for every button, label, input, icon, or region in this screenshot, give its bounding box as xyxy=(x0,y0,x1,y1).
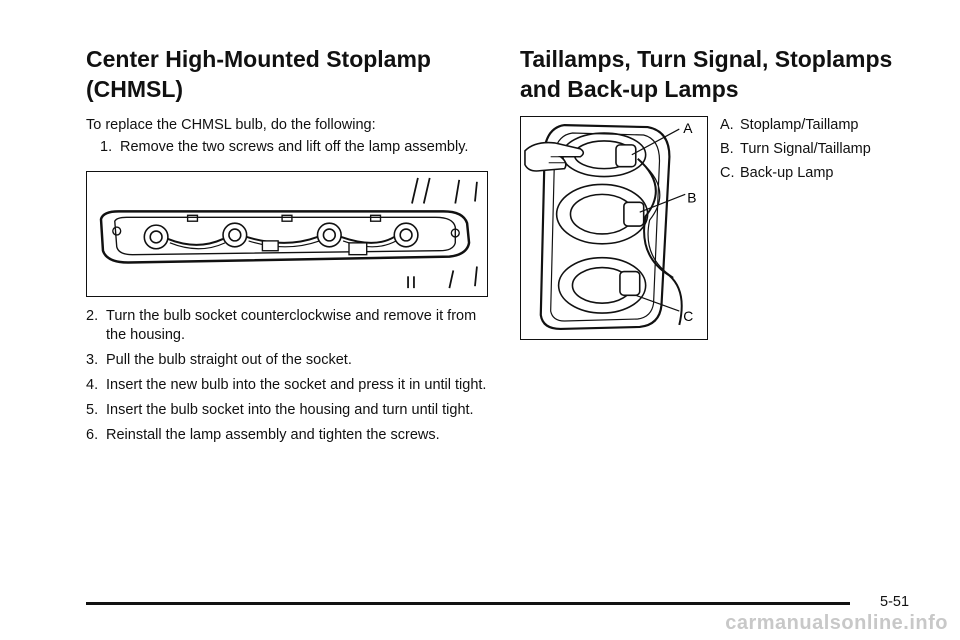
legend-key: B. xyxy=(720,141,734,157)
step-text: Remove the two screws and lift off the lamp assembly. xyxy=(120,139,469,155)
taillamp-illustration xyxy=(520,116,708,340)
taillamp-heading: Taillamps, Turn Signal, Stoplamps and Back-up Lamps xyxy=(520,46,893,102)
footer-rule xyxy=(86,602,850,605)
callout-a: A xyxy=(683,120,693,137)
chmsl-section xyxy=(86,44,490,451)
watermark xyxy=(0,612,960,635)
taillamp-figure-row xyxy=(520,116,920,356)
legend-item xyxy=(720,140,871,159)
legend-key: C. xyxy=(720,165,735,181)
legend-item xyxy=(720,164,871,183)
step-text: Pull the bulb straight out of the socket. xyxy=(106,352,352,368)
legend-text: Turn Signal/Taillamp xyxy=(740,141,871,157)
step-item xyxy=(86,351,490,370)
taillamp-section xyxy=(520,44,920,356)
chmsl-steps-first xyxy=(86,138,490,157)
step-text: Turn the bulb socket counterclockwise and remove it from the housing. xyxy=(106,308,477,343)
chmsl-illustration xyxy=(86,171,488,297)
legend-text: Back-up Lamp xyxy=(740,165,834,181)
page-number: 5-51 xyxy=(880,594,910,610)
step-item xyxy=(100,138,490,157)
callout-b: B xyxy=(687,189,697,206)
legend-item xyxy=(720,116,871,135)
step-item xyxy=(86,426,490,445)
step-item xyxy=(86,376,490,395)
step-number: 3. xyxy=(86,352,99,368)
step-number: 5. xyxy=(86,402,99,418)
step-number: 4. xyxy=(86,377,99,393)
chmsl-intro: To replace the CHMSL bulb, do the following: xyxy=(86,117,376,133)
legend-text: Stoplamp/Taillamp xyxy=(740,117,859,133)
chmsl-heading: Center High-Mounted Stoplamp (CHMSL) xyxy=(86,46,431,102)
step-text: Insert the new bulb into the socket and press it in until tight. xyxy=(106,377,487,393)
step-number: 2. xyxy=(86,308,99,324)
chmsl-steps-rest xyxy=(86,307,490,445)
step-text: Insert the bulb socket into the housing and turn until tight. xyxy=(106,402,474,418)
callout-c: C xyxy=(683,308,694,324)
step-item xyxy=(86,401,490,420)
legend-key: A. xyxy=(720,117,734,133)
taillamp-legend xyxy=(720,116,871,188)
watermark-text: carmanualsonline.info xyxy=(725,612,948,634)
step-text: Reinstall the lamp assembly and tighten the screws. xyxy=(106,427,440,443)
step-item xyxy=(86,307,490,345)
step-number: 6. xyxy=(86,427,99,443)
step-number: 1. xyxy=(100,139,113,155)
